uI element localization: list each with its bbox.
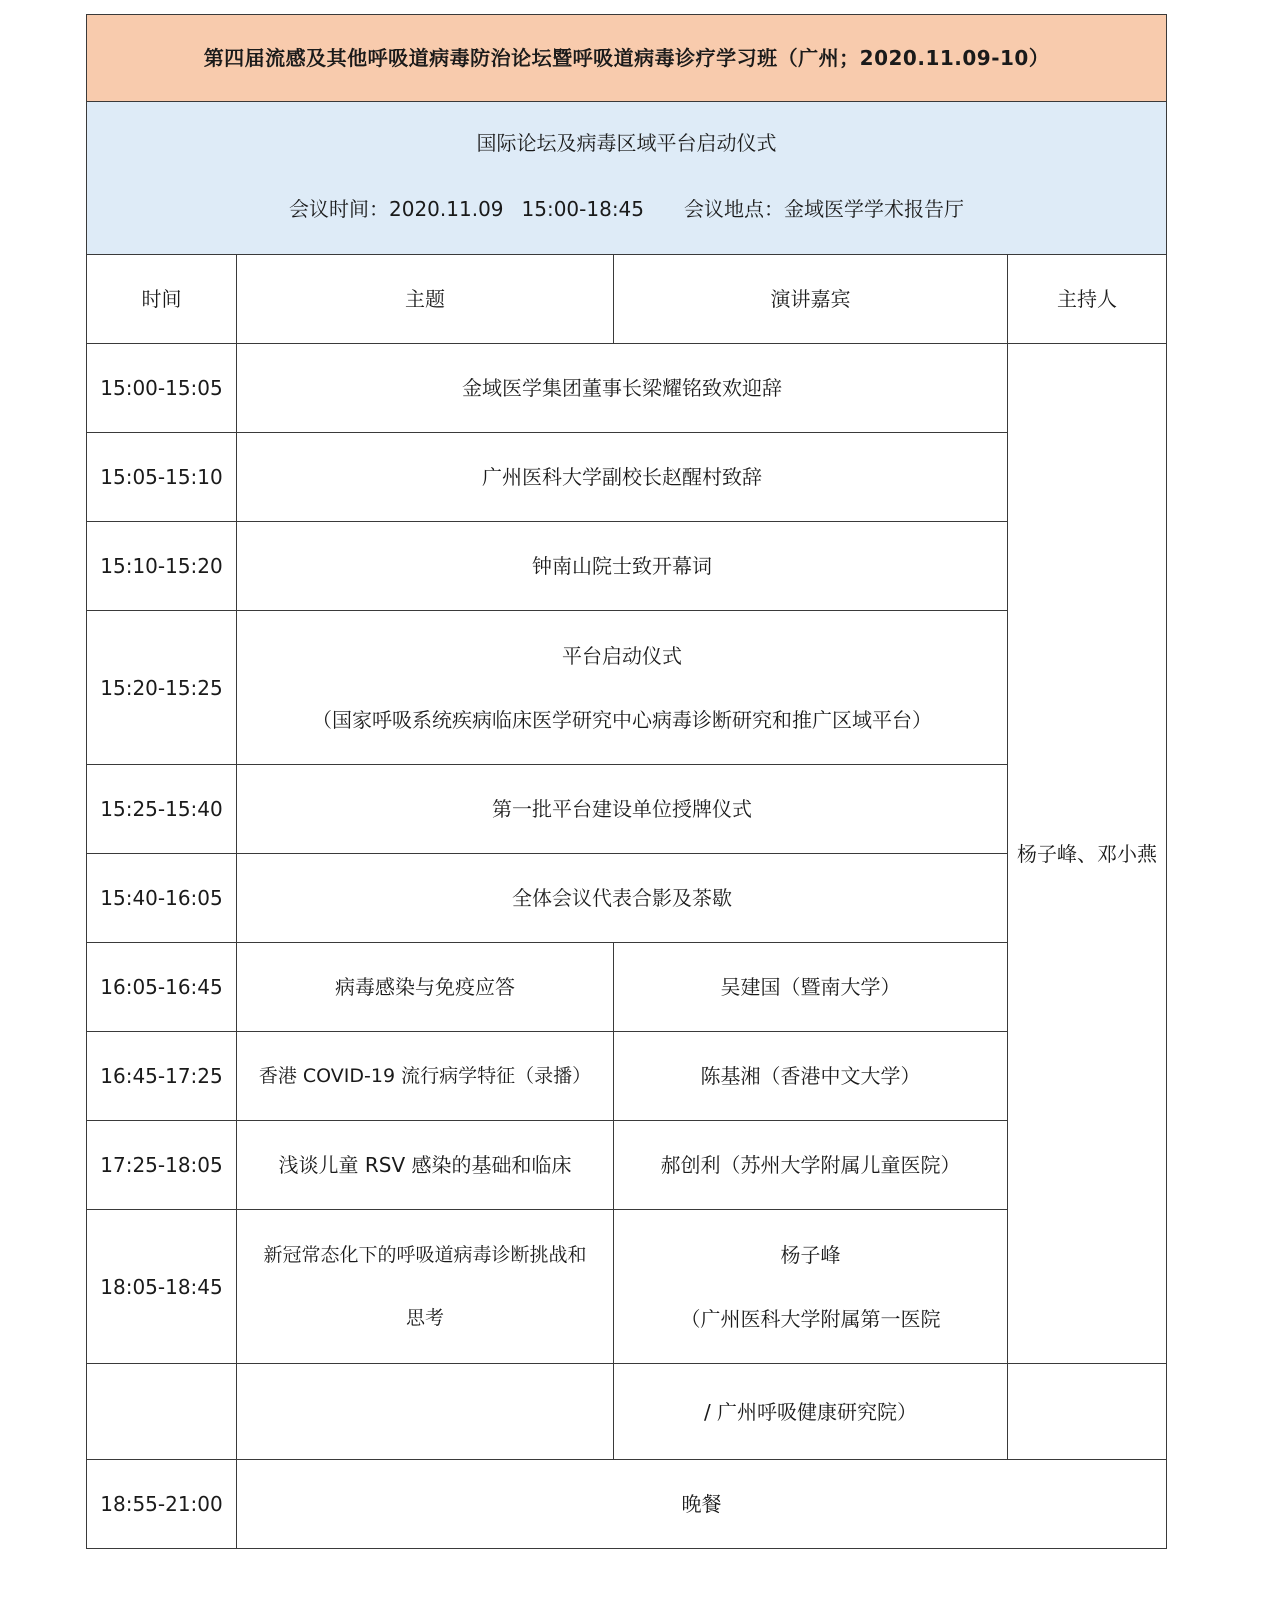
row-time: 15:05-15:10 [87,433,237,522]
row-time: 15:20-15:25 [87,611,237,765]
row-time: 15:40-16:05 [87,854,237,943]
row-time: 15:10-15:20 [87,522,237,611]
table-row [87,1032,1167,1121]
row-speaker [614,1210,1008,1364]
table-row [87,1364,1167,1460]
row-time: 15:00-15:05 [87,344,237,433]
row-topic [237,1364,614,1460]
row-time: 16:45-17:25 [87,1032,237,1121]
table-row [87,854,1167,943]
row-topic: 全体会议代表合影及茶歇 [237,854,1008,943]
topic-main: 新冠常态化下的呼吸道病毒诊断挑战和 [263,1243,587,1266]
column-header-host: 主持人 [1008,255,1167,344]
table-header-row [87,255,1167,344]
row-topic: 金域医学集团董事长梁耀铭致欢迎辞 [237,344,1008,433]
row-topic: 第一批平台建设单位授牌仪式 [237,765,1008,854]
venue-label: 会议地点： [684,197,785,221]
row-time: 16:05-16:45 [87,943,237,1032]
row-time: 17:25-18:05 [87,1121,237,1210]
session-details [91,196,1162,222]
row-time: 18:05-18:45 [87,1210,237,1364]
table-row [87,1210,1167,1364]
column-header-topic: 主题 [237,255,614,344]
row-time: 15:25-15:40 [87,765,237,854]
speaker-main: 杨子峰 [780,1242,841,1267]
row-topic: 晚餐 [237,1460,1167,1549]
session-venue: 金域医学学术报告厅 [784,197,965,221]
row-topic: 香港 COVID-19 流行病学特征（录播） [237,1032,614,1121]
table-row [87,344,1167,433]
speaker-sub: （广州医科大学附属第一医院 [680,1306,941,1331]
page-title: 第四届流感及其他呼吸道病毒防治论坛暨呼吸道病毒诊疗学习班（广州；2020.11.09-10） [87,15,1167,102]
table-row [87,943,1167,1032]
row-topic: 病毒感染与免疫应答 [237,943,614,1032]
time-label: 会议时间： [289,197,389,221]
row-topic: 浅谈儿童 RSV 感染的基础和临床 [237,1121,614,1210]
table-row [87,611,1167,765]
schedule-sheet [86,14,1166,1549]
session-info [87,102,1167,255]
topic-main: 平台启动仪式 [562,643,682,668]
column-header-speaker: 演讲嘉宾 [614,255,1008,344]
row-speaker: 郝创利（苏州大学附属儿童医院） [614,1121,1008,1210]
row-topic [237,1210,614,1364]
row-topic [237,611,1008,765]
row-speaker: 吴建国（暨南大学） [614,943,1008,1032]
host-empty [1008,1364,1167,1460]
row-topic: 钟南山院士致开幕词 [237,522,1008,611]
session-name: 国际论坛及病毒区域平台启动仪式 [476,131,777,155]
column-header-time: 时间 [87,255,237,344]
table-row [87,765,1167,854]
table-row [87,1121,1167,1210]
row-topic: 广州医科大学副校长赵醒村致辞 [237,433,1008,522]
topic-sub: 思考 [405,1306,444,1329]
session-date: 2020.11.09 [389,197,504,221]
host-name: 杨子峰、邓小燕 [1008,344,1167,1364]
table-row [87,433,1167,522]
table-row [87,522,1167,611]
schedule-table [86,14,1167,1549]
row-time [87,1364,237,1460]
table-row [87,1460,1167,1549]
row-speaker: 陈基湘（香港中文大学） [614,1032,1008,1121]
row-time: 18:55-21:00 [87,1460,237,1549]
session-time-range: 15:00-18:45 [521,197,645,221]
topic-sub: （国家呼吸系统疾病临床医学研究中心病毒诊断研究和推广区域平台） [312,707,932,732]
row-speaker: / 广州呼吸健康研究院） [614,1364,1008,1460]
